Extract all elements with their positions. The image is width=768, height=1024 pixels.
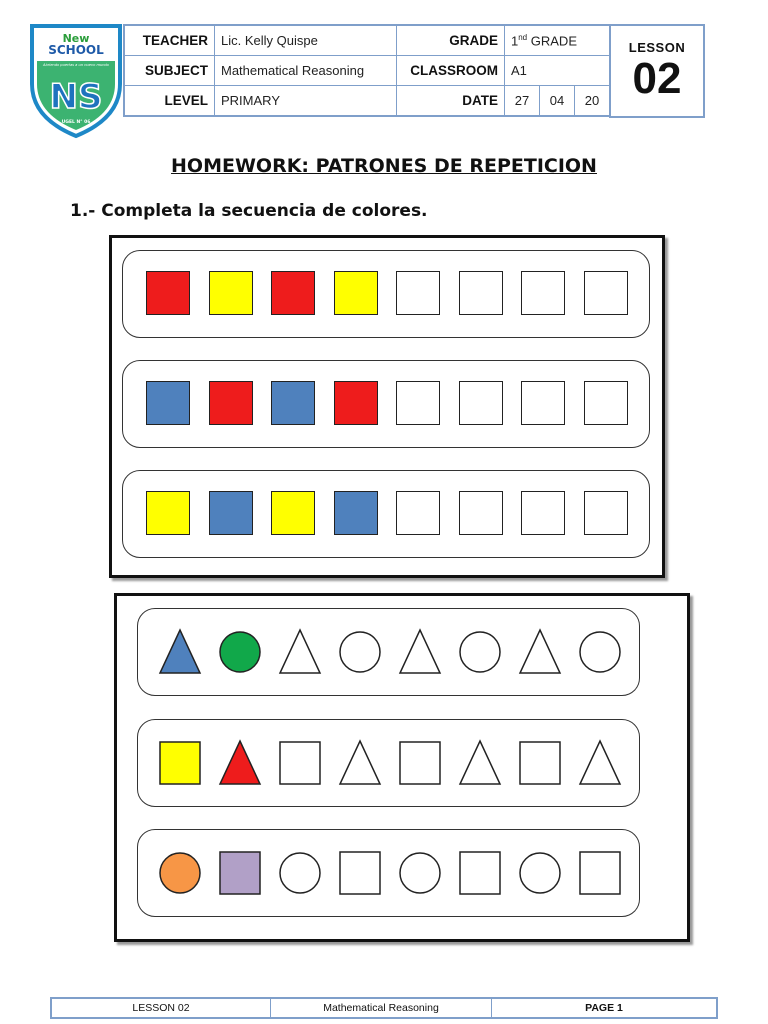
grade-word: GRADE [530, 33, 577, 49]
blue-square [271, 381, 315, 425]
header-row-teacher [124, 25, 610, 56]
yellow-square [271, 491, 315, 535]
grade-ordinal: nd [518, 32, 528, 42]
grade-number: 1 [511, 33, 519, 49]
shape-pattern-panel [114, 593, 690, 942]
yellow-square [209, 271, 253, 315]
shape-sequence-svg [137, 608, 640, 696]
green-circle [220, 632, 260, 672]
blue-square [146, 381, 190, 425]
empty-square[interactable] [400, 742, 440, 784]
color-pattern-panel [109, 235, 665, 578]
blue-square [334, 491, 378, 535]
empty-triangle[interactable] [400, 630, 440, 673]
page-title [0, 155, 768, 177]
lesson-label: LESSON [628, 40, 686, 55]
logo-tagline: Abriendo puertas a un nuevo mundo [42, 63, 110, 67]
empty-color-square[interactable] [396, 491, 440, 535]
empty-color-square[interactable] [584, 381, 628, 425]
logo-text-school: SCHOOL [48, 43, 104, 57]
date-day: 27 [505, 86, 540, 117]
red-square [271, 271, 315, 315]
level-value: PRIMARY [215, 86, 397, 117]
instruction-text: 1.- Completa la secuencia de colores. [70, 201, 428, 221]
red-square [209, 381, 253, 425]
empty-square[interactable] [580, 852, 620, 894]
blue-square [209, 491, 253, 535]
page-footer [50, 997, 718, 1019]
header-info-table [123, 24, 611, 117]
teacher-label: TEACHER [124, 25, 215, 56]
empty-circle[interactable] [280, 853, 320, 893]
page-title-text: HOMEWORK: PATRONES DE REPETICION [171, 155, 597, 177]
empty-square[interactable] [340, 852, 380, 894]
subject-value: Mathematical Reasoning [215, 56, 397, 86]
empty-color-square[interactable] [459, 491, 503, 535]
purple-square [220, 852, 260, 894]
grade-label: GRADE [397, 25, 505, 56]
empty-color-square[interactable] [396, 381, 440, 425]
empty-circle[interactable] [340, 632, 380, 672]
empty-color-square[interactable] [521, 491, 565, 535]
shape-sequence-svg [137, 829, 640, 917]
footer-subject: Mathematical Reasoning [271, 999, 492, 1017]
red-triangle [220, 741, 260, 784]
empty-triangle[interactable] [340, 741, 380, 784]
color-sequence-row [122, 250, 650, 338]
blue-triangle [160, 630, 200, 673]
empty-square[interactable] [520, 742, 560, 784]
footer-lesson: LESSON 02 [52, 999, 271, 1017]
level-label: LEVEL [124, 86, 215, 117]
yellow-square [160, 742, 200, 784]
classroom-value: A1 [505, 56, 611, 86]
yellow-square [146, 491, 190, 535]
empty-color-square[interactable] [459, 381, 503, 425]
grade-value [505, 25, 611, 56]
yellow-square [334, 271, 378, 315]
header-row-subject [124, 56, 610, 86]
classroom-label: CLASSROOM [397, 56, 505, 86]
empty-triangle[interactable] [280, 630, 320, 673]
empty-color-square[interactable] [521, 381, 565, 425]
color-sequence-row [122, 360, 650, 448]
red-square [146, 271, 190, 315]
red-square [334, 381, 378, 425]
footer-page: PAGE 1 [585, 1002, 623, 1014]
date-month: 04 [540, 86, 575, 117]
logo-code: UGEL N° 06 [61, 120, 91, 125]
empty-circle[interactable] [520, 853, 560, 893]
empty-square[interactable] [280, 742, 320, 784]
empty-circle[interactable] [460, 632, 500, 672]
empty-color-square[interactable] [459, 271, 503, 315]
header-row-level [124, 86, 610, 117]
empty-triangle[interactable] [520, 630, 560, 673]
subject-label: SUBJECT [124, 56, 215, 86]
empty-square[interactable] [460, 852, 500, 894]
empty-circle[interactable] [580, 632, 620, 672]
empty-color-square[interactable] [521, 271, 565, 315]
logo-monogram: NS [49, 77, 103, 117]
empty-triangle[interactable] [580, 741, 620, 784]
teacher-value: Lic. Kelly Quispe [215, 25, 397, 56]
shape-sequence-row [137, 608, 640, 696]
lesson-box [609, 24, 705, 118]
shape-sequence-row [137, 719, 640, 807]
shape-sequence-row [137, 829, 640, 917]
color-sequence-row [122, 470, 650, 558]
empty-color-square[interactable] [584, 491, 628, 535]
date-year: 20 [575, 86, 611, 117]
logo-text-new: New [62, 32, 90, 45]
school-logo [28, 22, 124, 140]
empty-color-square[interactable] [584, 271, 628, 315]
orange-circle [160, 853, 200, 893]
empty-triangle[interactable] [460, 741, 500, 784]
lesson-number: 02 [632, 54, 682, 103]
date-label: DATE [397, 86, 505, 117]
empty-circle[interactable] [400, 853, 440, 893]
empty-color-square[interactable] [396, 271, 440, 315]
shape-sequence-svg [137, 719, 640, 807]
